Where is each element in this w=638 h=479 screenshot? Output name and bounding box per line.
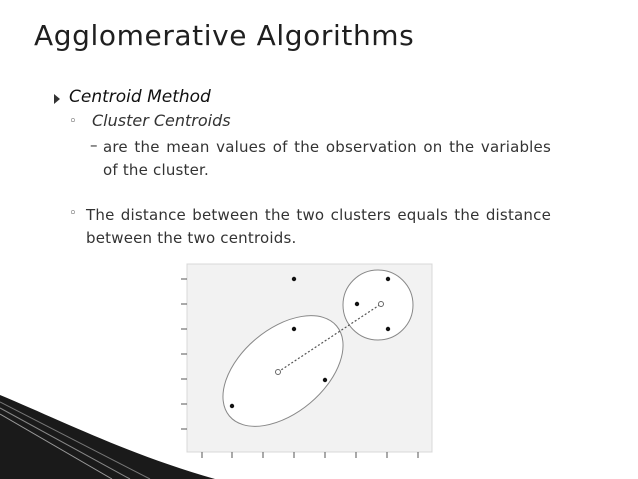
slide-title: Agglomerative Algorithms (34, 19, 415, 52)
data-point (323, 378, 327, 382)
distance-explanation-text: The distance between the two clusters equals the distance between the two centroids. (86, 206, 551, 247)
hollow-bullet-icon: ◦ (69, 206, 77, 221)
data-point (386, 327, 390, 331)
centroid-definition-text: are the mean values of the observation on the variables of the cluster. (103, 138, 551, 179)
small-cluster-centroid (379, 302, 384, 307)
data-point (230, 404, 234, 408)
dash-bullet-icon: – (90, 136, 98, 154)
x-axis-ticks (202, 452, 418, 458)
data-point (386, 277, 390, 281)
hollow-bullet-icon: ◦ (69, 114, 77, 129)
small-cluster-circle (343, 270, 413, 340)
data-point (292, 327, 296, 331)
data-point (292, 277, 296, 281)
y-axis-ticks (181, 279, 187, 429)
large-cluster-centroid (276, 370, 281, 375)
bullet-centroid-method: Centroid Method (69, 87, 211, 107)
data-point (355, 302, 359, 306)
sub-bullet-cluster-centroids: Cluster Centroids (92, 111, 231, 130)
